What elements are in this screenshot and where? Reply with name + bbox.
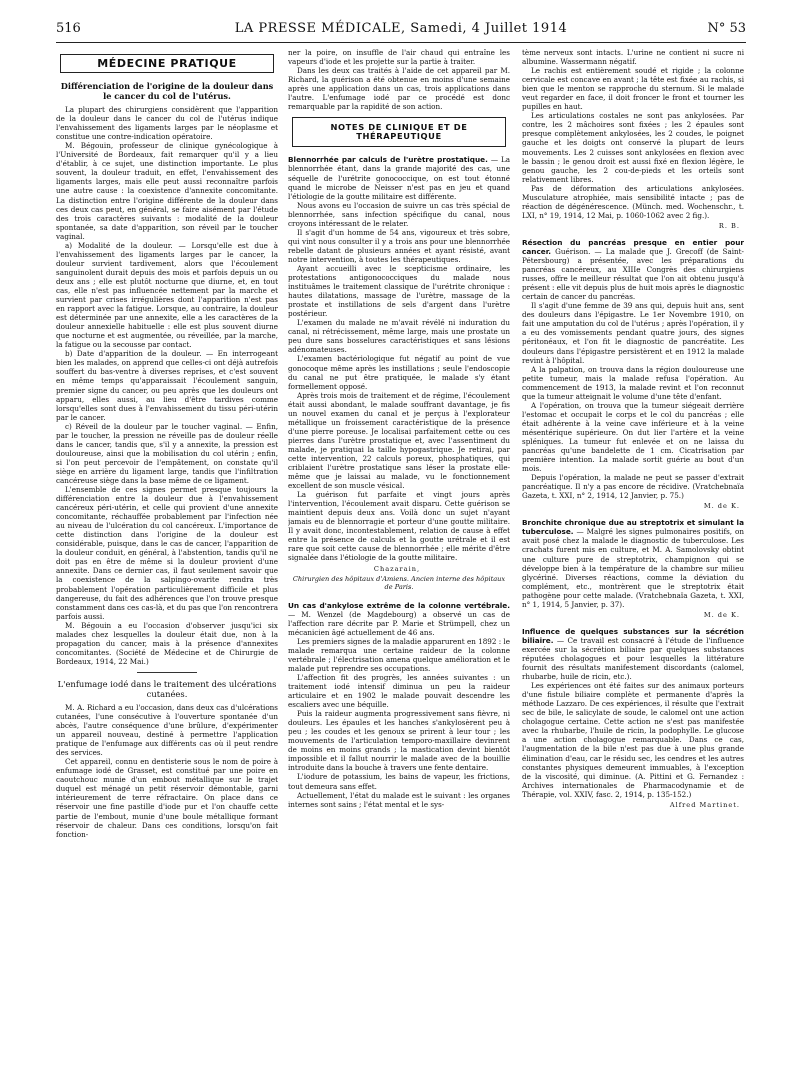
paragraph: Les articulations costales ne sont pas ankylosées. Par contre, les 2 mâchoires sont fixées ; les 2 épaules sont presque complètement ankylosées, les 2 coudes, le poignet gauche et les doigts ont conservé la plupart de leurs mouvements. Les 2 cuisses sont ankylosées en flexion avec le bassin ; le genou droit est aussi fixé en flexion légère, le genou gauche, les 2 cou-de-pieds et les orteils sont relativement libres.: [522, 111, 744, 184]
paragraph: L'examen bactériologique fut négatif au point de vue gonocoque même après les instillations ; seule l'endoscopie du canal ne put être pratiquée, le malade s'y étant formellement opposé.: [288, 354, 510, 391]
article-title: L'enfumage iodé dans le traitement des ulcérations cutanées.: [57, 678, 277, 699]
paragraph: Il s'agit d'une femme de 39 ans qui, depuis huit ans, sent des douleurs dans l'épigastre. Le 1er Novembre 1910, on fait une amputation du col de l'utérus ; après l'opération, il y a eu des vomissements pendant quatre jours, des signes péritonéaux, et l'on fit le diagnostic de pancréatite. Les douleurs dans l'épigastre persistèrent et en 1912 la malade revint à l'hôpital.: [522, 301, 744, 365]
note-title: Bronchite chronique due au streptotrix et simulant la tuberculose.: [522, 518, 744, 537]
paragraph: Nous avons eu l'occasion de suivre un cas très spécial de blennorrhée, sans infection spécifique du canal, nous croyons intéressant de le relater.: [288, 200, 510, 228]
paragraph: Actuellement, l'état du malade est le suivant : les organes internes sont sains ; l'état mental et le sys-: [288, 790, 510, 809]
column-2: [288, 48, 510, 1072]
paragraph: M. Bégouin, professeur de clinique gynécologique à l'Université de Bordeaux, fait remarquer qu'il y a lieu d'établir, à ce sujet, une distinction importante. Le plus souvent, la douleur traduit, en effet, l'envahissement des ligaments larges, mais elle peut aussi reconnaître parfois une autre cause : la coexistence d'annexite concomitante. La distinction entre l'origine différente de la douleur dans ces deux cas peut, en général, se faire aisément par l'étude des trois caractères suivants : modalité de la douleur spontanée, sa date d'apparition, son réveil par le toucher vaginal.: [56, 141, 278, 241]
paragraph: Le rachis est entièrement soudé et rigide ; la colonne cervicale est concave en avant ; la tête est fixée au rachis, si bien que le menton se rapproche du sternum. Si le malade veut regarder en face, il doit froncer le front et tourner les pupilles en haut.: [522, 66, 744, 112]
author-signature: M. de K.: [703, 502, 740, 511]
paragraph: Ayant accueilli avec le scepticisme ordinaire, les protestations antigonococciques du malade nous instituâmes le traitement classique de l'urétrite chronique : hautes dilatations, massage de l'urètre, massage de la prostate et instillations de sels d'argent dans l'urètre postérieur.: [288, 263, 510, 319]
article-title: Différenciation de l'origine de la douleur dans le cancer du col de l'utérus.: [60, 81, 274, 102]
paragraph: Les expériences ont été faites sur des animaux porteurs d'une fistule biliaire complète et permanente d'après la méthode Lazzaro. De ces expériences, il résulte que l'extrait sec de bile, le salicylate de soude, le calomel ont une action cholagogue certaine. Cette action ne s'est pas manifestée avec la rhubarbe, l'huile de ricin, la podophylle. Le glucose a une action cholagogue remarquable. Dans ce cas, l'augmentation de la bile n'est pas due à une plus grande élimination d'eau, car le résidu sec, les cendres et les autres constantes physiques demeurent immuables, à l'exception de la viscosité, qui diminue. (A. Pittini et G. Fernandez : Archives internationales de Pharmacodynamie et de Thérapie, vol. XXIV, fasc. 2, 1914, p. 135-152.): [522, 681, 744, 799]
author-signature: R. B.: [718, 221, 740, 230]
note-title: Un cas d'ankylose extrême de la colonne vertébrale.: [288, 600, 510, 610]
paragraph: Après trois mois de traitement et de régime, l'écoulement était aussi abondant, le malade souffrant davantage, je fis un nouvel examen du canal et je perçus à l'explorateur métallique un froissement caractéristique de la présence d'une pierre poreuse. Je localisai parfaitement cette ou ces pierres dans l'urètre prostatique et, avec l'assentiment du malade, je pratiquai la taille hypogastrique. Je retirai, par cette intervention, 22 calculs poreux, phosphatiques, qui criblaient l'urètre prostatique sans léser la prostate elle-même que je laissai au malade, vu le fonctionnement excellent de son muscle vésical.: [288, 390, 510, 491]
section-title-medecine-pratique: MÉDECINE PRATIQUE: [60, 54, 274, 73]
paragraph: Pas de déformation des articulations ankylosées. Musculature atrophiée, mais sensibilité intacte ; pas de réaction de dégénérescence. (Münch. med. Wochenschr., t. LXI, n° 19, 1914, 12 Mai, p. 1060-1062 avec 2 fig.).: [522, 183, 744, 220]
paragraph: La guérison fut parfaite et vingt jours après l'intervention, l'écoulement avait disparu. Cette guérison se maintient depuis deux ans. Voilà donc un sujet n'ayant jamais eu de blennorragie et porteur d'une goutte militaire. Il y avait donc, incontestablement, relation de cause à effet entre la présence de calculs et la goutte urétrale et il est rare que soit cette cause de blennorrhée ; elle mérite d'être signalée dans l'étiologie de la goutte militaire.: [288, 490, 510, 563]
paragraph: — Malgré les signes pulmonaires positifs, on avait posé chez la malade le diagnostic de tuberculose. Les crachats furent mis en culture, et M. A. Samolovsky obtint une culture pure de streptotrix, champignon qui se développe bien à la température de la chambre sur milieu glycériné. Diverses réactions, comme la déviation du complément, etc., montrèrent que le streptotrix était pathogène pour cette malade. (Vratchebnaïa Gazeta, t. XXI, n° 1, 1914, 5 Janvier, p. 37).: [522, 527, 744, 609]
page-number: 516: [56, 21, 81, 36]
paragraph: Dans les deux cas traités à l'aide de cet appareil par M. Richard, la guérison a été obtenue en moins d'une semaine après une application dans un cas, trois applications dans l'autre. L'enfumage iodé par ce procédé est donc remarquable par la rapidité de son action.: [288, 66, 510, 112]
paragraph: L'examen du malade ne m'avait révélé ni induration du canal, ni rétrécissement, même large, mais une prostate un peu dure sans bosselures caractéristiques et sans lésions adénomateuses.: [288, 318, 510, 355]
paragraph: tème nerveux sont intacts. L'urine ne contient ni sucre ni albumine. Wassermann négatif.: [522, 48, 744, 67]
author-signature: Chazarain,: [373, 564, 421, 573]
journal-title: LA PRESSE MÉDICALE, Samedi, 4 Juillet 1914: [234, 21, 568, 36]
header-rule: [56, 42, 746, 43]
issue-number: N° 53: [707, 21, 746, 36]
paragraph: b) Date d'apparition de la douleur. — En interrogeant bien les malades, on apprend que celles-ci ont déjà autrefois souffert du bas-ventre à diverses reprises, et c'est souvent en même temps qu'apparaissait l'écoulement sanguin, premier signe du cancer, ou peu après que les douleurs ont apparu, elles aussi, au lieu d'être tardives comme lorsqu'elles sont dues à l'envahissement du tissu péri-utérin par le cancer.: [56, 349, 278, 422]
paragraph: Guérison. — La malade que J. Grecoff (de Saint-Pétersbourg) a présentée, avec les préparations du pancréas cancéreux, au XIIIe Congrès des chirurgiens russes, offre le meilleur résultat que l'on ait obtenu jusqu'à présent : elle vit depuis plus de huit mois après le diagnostic certain de cancer du pancréas.: [522, 246, 744, 302]
paragraph: L'affection fit des progrès, les années suivantes : un traitement iodé intensif diminua un peu la raideur articulaire et en 1902 le malade pouvait descendre les escaliers avec une béquille.: [288, 672, 510, 710]
paragraph: A l'opération, on trouva que la tumeur siégeait derrière l'estomac et occupait le corps et le col du pancréas ; elle était adhérente à la veine cave inférieure et à la veine mésentérique supérieure. On dut lier l'artère et la veine spléniques. La tumeur fut enlevée et on ne laissa du pancréas qu'une bandelette de 1 cm. Cicatrisation par première intention. La malade sortit guérie au bout d'un mois.: [522, 400, 744, 474]
paragraph: M. Bégouin a eu l'occasion d'observer jusqu'ici six malades chez lesquelles la douleur était due, non à la propagation du cancer, mais à la présence d'annexites concomitantes. (Société de Médecine et de Chirurgie de Bordeaux, 1914, 22 Mai.): [56, 620, 278, 666]
author-signature: M. de K.: [703, 610, 740, 619]
paragraph: Il s'agit d'un homme de 54 ans, vigoureux et très sobre, qui vint nous consulter il y a trois ans pour une blennorrhée rebelle datant de plusieurs années et ayant résisté, avant notre intervention, à toutes les thérapeutiques.: [288, 227, 510, 264]
paragraph: Cet appareil, connu en dentisterie sous le nom de poire à enfumage iodé de Grasset, est constitué par une poire en caoutchouc munie d'un embout métallique sur le trajet duquel est ménagé un petit réservoir démontable, garni intérieurement de terre réfractaire. On place dans ce réservoir une fine pastille d'iode pur et l'on chauffe cette partie de l'embout, munie d'une boule métallique formant réservoir de chaleur. Dans ces conditions, lorsqu'on fait fonction-: [56, 757, 278, 839]
paragraph: a) Modalité de la douleur. — Lorsqu'elle est due à l'envahissement des ligaments larges par le cancer, la douleur survient tardivement, alors que l'écoulement sanguinolent durait depuis des mois et parfois depuis un ou deux ans ; elle est plutôt nocturne que diurne, et, en tout cas, elle n'est pas influencée nettement par la marche et survient par crises irrégulières dont l'apparition n'est pas en rapport avec la fatigue. Lorsque, au contraire, la douleur est déterminée par une annexite, elle a les caractères de la douleur annexielle habituelle : elle est plus souvent diurne que nocturne et est augmentée, ou réveillée, par la marche, la fatigue ou la secousse par contact.: [56, 240, 278, 350]
paragraph: La plupart des chirurgiens considèrent que l'apparition de la douleur dans le cancer du col de l'utérus indique l'envahissement des ligaments larges par le néoplasme et constitue une contre-indication opératoire.: [56, 105, 278, 142]
paragraph: Les premiers signes de la maladie apparurent en 1892 : le malade remarqua une certaine raideur de la colonne vertébrale ; l'électrisation amena quelque amélioration et le malade put reprendre ses occupations.: [288, 636, 510, 673]
paragraph: — La blennorrhée étant, dans la grande majorité des cas, une séquelle de l'urétrite gonococcique, on est tout étonné quand le microbe de Neisser n'est pas en jeu et quand l'étiologie de la goutte militaire est différente.: [288, 155, 510, 201]
note-title: Influence de quelques substances sur la sécrétion biliaire.: [522, 626, 744, 645]
paragraph: L'iodure de potassium, les bains de vapeur, les frictions, tout demeura sans effet.: [288, 772, 510, 791]
paragraph: — Ce travail est consacré à l'étude de l'influence exercée sur la sécrétion biliaire par quelques substances réputées cholagogues et pour lesquelles la littérature fournit des résultats manifestement discordants (calomel, rhubarbe, huile de ricin, etc.).: [522, 635, 744, 682]
paragraph: A la palpation, on trouva dans la région douloureuse une petite tumeur, mais la malade refusa l'opération. Au commencement de 1913, la malade revint et l'on reconnut que la tumeur atteignait le volume d'une tête d'enfant.: [522, 364, 744, 401]
column-3: [522, 48, 744, 1072]
paragraph: c) Réveil de la douleur par le toucher vaginal. — Enfin, par le toucher, la pression ne réveille pas de douleur réelle dans le cancer, tandis que, s'il y a annexite, la pression est douloureuse, ainsi que la mobilisation du col utérin ; enfin, si l'on peut percevoir de l'empâtement, on constate qu'il siège en arrière du ligament large, tandis que l'infiltration cancéreuse siège dans la base même de ce ligament.: [56, 421, 278, 485]
author-signature: Alfred Martinet.: [669, 800, 740, 809]
paragraph: M. A. Richard a eu l'occasion, dans deux cas d'ulcérations cutanées, l'une consécutive à l'ouverture spontanée d'un abcès, l'autre conséquence d'une brûlure, d'expérimenter un appareil nouveau, destiné à permettre l'application pratique de l'enfumage aux différents cas où il peut rendre des services.: [56, 702, 278, 758]
separator: [137, 672, 197, 673]
paragraph: L'ensemble de ces signes permet presque toujours la différenciation entre la douleur due à l'envahissement cancéreux péri-utérin, et celle qui provient d'une annexite concomitante, réchauffée probablement par l'infection née au niveau de l'ulcération du col cancéreux. L'importance de cette distinction dans l'origine de la douleur est considérable, puisque, dans le cas de cancer, l'apparition de la douleur conduit, en général, à l'abstention, tandis qu'il ne doit pas en être de même si la douleur provient d'une annexite. Dans ce dernier cas, il faut seulement savoir que la coexistence de la salpingo-ovarite rendra très probablement l'opération particulièrement difficile et plus dangereuse, du fait des adhérences que l'on trouve presque constamment dans ces cas-là, et du pas que l'on rencontrera parfois aussi.: [56, 485, 278, 621]
page-header: [56, 20, 746, 38]
column-1: [56, 48, 278, 1072]
paragraph: Depuis l'opération, la malade ne peut se passer d'extrait pancréatique. Il n'y a pas encore de récidive. (Vratchebnaïa Gazeta, t. XXI, n° 2, 1914, 12 Janvier, p. 75.): [522, 473, 744, 501]
paragraph: — M. Wenzel (de Magdebourg) a observé un cas de l'affection rare décrite par P. Marie et Strümpell, chez un mécanicien âgé actuellement de 46 ans.: [288, 609, 510, 637]
paragraph: Puis la raideur augmenta progressivement sans fièvre, ni douleurs. Les épaules et les hanches s'ankylosèrent peu à peu ; les coudes et les genoux se prirent à leur tour ; les mouvements de l'articulation temporo-maxillaire devinrent de moins en moins grands ; la mastication devint bientôt impossible et il fallut nourrir le malade avec de la bouillie introduite dans la bouche à travers une fente dentaire.: [288, 709, 510, 773]
note-title: Blennorrhée par calculs de l'urètre prostatique.: [288, 155, 488, 165]
author-affiliation: Chirurgien des hôpitaux d'Amiens. Ancien interne des hôpitaux de Paris.: [292, 574, 506, 592]
section-title-notes-clinique: NOTES DE CLINIQUE ET DE THÉRAPEUTIQUE: [292, 117, 506, 147]
note-title: Résection du pancréas presque en entier pour cancer.: [522, 237, 744, 256]
paragraph: ner la poire, on insuffle de l'air chaud qui entraîne les vapeurs d'iode et les projette sur la partie à traiter.: [288, 48, 510, 67]
